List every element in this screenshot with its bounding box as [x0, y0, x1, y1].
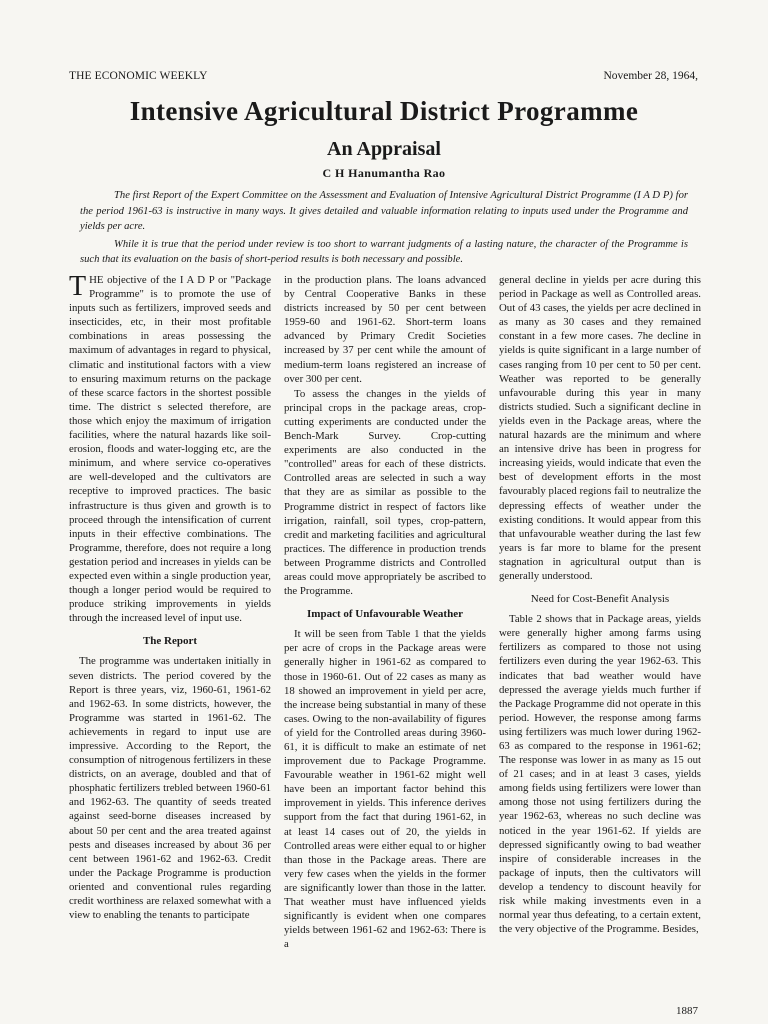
abstract-paragraph: The first Report of the Expert Committee on the Assessment and Evaluation of Intensive Agricultural District Programme (I A D P) for the period 1961-63 is instructive in many ways. It gives detailed and valuable information relating to inputs used under the Programme and yields per acre. [80, 190, 688, 232]
article-subtitle: An Appraisal [327, 138, 441, 160]
body-paragraph: The programme was undertaken initially in seven districts. The period covered by the Report is three years, viz, 1960-61, 1961-62 and 1962-63. In some districts, however, the Programme was started in 1961-62. The achievements in regard to input use are impressive. According to the Report, the consumption of nitrogenous fertilizers in these districts, on an average, doubled and that of phosphatic fertilizers trebled between 1960-61 and 1962-63. The quantity of seeds treated against seed-borne diseases increased by about 50 per cent and the area treated against pests and diseases increased by about 36 per cent between 1961-62 and 1962-63. Credit under the Package Programme is production oriented and conventional rules regarding credit worthiness are relaxed somewhat with a view to enabling the tenants to participate [69, 655, 271, 922]
text-column-3 [499, 273, 701, 937]
section-heading-cost-benefit: Need for Cost-Benefit Analysis [530, 593, 670, 606]
section-heading-report: The Report [142, 635, 198, 648]
drop-cap: T [69, 271, 87, 302]
article-title: Intensive Agricultural District Programme [129, 96, 639, 126]
journal-name: THE ECONOMIC WEEKLY [69, 70, 208, 82]
body-paragraph: Table 2 shows that in Package areas, yields were generally higher among farms using fertilizers as compared to those not using fertilizers even during the year 1962-63. This indicates that bad weather would have depressed the average yields much further if the Package Programme did not operate in this period. However, the response among farms using fertilizers was much lower during 1962-63 as compared to the response in 1961-62; The response was lower in as many as 15 out of 21 cases; and in at least 3 cases, yields among fields using fertilizers were lower than among those not using fertilizers during the year 1962-63, whereas no such decline was noticed in the year 1961-62. If yields are depressed significantly owing to bad weather inspire of considerable increases in the package of inputs, then the cultivators will develop a tendency to discount heavily for risk while making investments even in a normal year thus defeating, to a certain extent, the very objective of the Programme. Besides, [499, 613, 701, 936]
body-paragraph [69, 273, 271, 625]
body-paragraph: general decline in yields per acre during this period in Package as well as Controlled areas. Out of 43 cases, the yields per acre declined in as many as 30 cases and they remained constant in a few more cases. 7he decline in yields is quite significant in a large number of cases ranging from 10 per cent to 50 per cent. Weather was reported to be generally unfavourable during this year in many districts studied. Such a significant decline in yields even in the Package areas, where the natural hazards are the minimum and where an intensive drive has been in progress for increasing yieids, would indicate that even the best of development efforts in the most favourably placed regions fail to neutralize the depressing effects of weather under the existing conditions. It would appear from this that unfavourable weather during the last few years is far more to blame for the present stagnation in agricultural output than is generally understood. [499, 274, 701, 582]
body-paragraph: in the production plans. The loans advanced by Central Cooperative Banks in these districts increased by 50 per cent between 1959-60 and 1961-62. Short-term loans advanced by Primary Credit Societies increased by 37 per cent while the amount of medium-term loans registered an increase of over 300 per cent. [284, 274, 486, 385]
text-column-1 [69, 273, 271, 923]
abstract [80, 188, 688, 270]
abstract-paragraph: While it is true that the period under review is too short to warrant judgments of a lasting nature, the character of the Programme is such that its evaluation on the basis of short-period results is both necessary and possible. [80, 238, 688, 265]
body-paragraph: To assess the changes in the yields of principal crops in the package areas, crop-cutting experiments are conducted under the Bench-Mark Survey. Crop-cutting experiments are also conducted in the "controlled" areas for each of these districts. Controlled areas are selected in such a way that they are as similar as possible to the Programme district in respect of factors like irrigation, rainfall, soil types, crop-pattern, credit and marketing facilities and agricultural practices. The difference in production trends between Programme districts and Controlled areas could move appropriately be ascribed to the Programme. [284, 387, 486, 598]
body-paragraph: It will be seen from Table 1 that the yields per acre of crops in the Package areas were generally higher in 1961-62 as compared to those in 1960-61. Out of 22 cases as many as 18 showed an improvement in yield per acre, the increase being substantial in many of these cases. Owing to the non-availability of figures of yield for the Controlled areas during 3960-61, it is difficult to make an estimate of net improvement due to Package Programme. Favourable weather in 1961-62 might well have been an important factor behind this improvement in yields. This inference derives support from the fact that during 1961-62, in at least 14 cases out of 20, the yields in Controlled areas were either equal to or higher than those in the Package areas. There are very few cases when the yields in the former are significantly lower than those in the latter. That weather must have influenced yields significantly is evident when one compares yields between 1961-62 and 1962-63: There is a [284, 628, 486, 951]
issue-date: November 28, 1964, [603, 70, 698, 82]
text-column-2 [284, 273, 486, 952]
section-heading-weather: Impact of Unfavourable Weather [307, 608, 463, 621]
page-number: 1887 [676, 1005, 698, 1017]
article-author: C H Hanumantha Rao [322, 166, 446, 180]
intro-text: HE objective of the I A D P or "Package Programme" is to promote the use of inputs such as fertilizers, improved seeds and insecticides, etc, in their most profitable combinations in areas possessing the maximum of advantages in regard to physical, climatic and institutional factors with a view to ensuring maximum returns on the package of these scarce factors in the shortest possible time. The district s selected therefore, are those which enjoy the maximum of irrigation facilities, where the natural hazards like soil-erosion, floods and water-logging etc, are the minimum, and where service co-operatives are well-developed and the cultivators are receptive to improved practices. The basic infrastructure is thus given and growth is to proceed through the intensification of current inputs in their effective combinations. The Programme, therefore, does not require a long gestation period and increases in yields can be expected even within a single production year, though a longer period would be required to produce striking improvements in yields through the increased level of input use. [69, 274, 271, 625]
